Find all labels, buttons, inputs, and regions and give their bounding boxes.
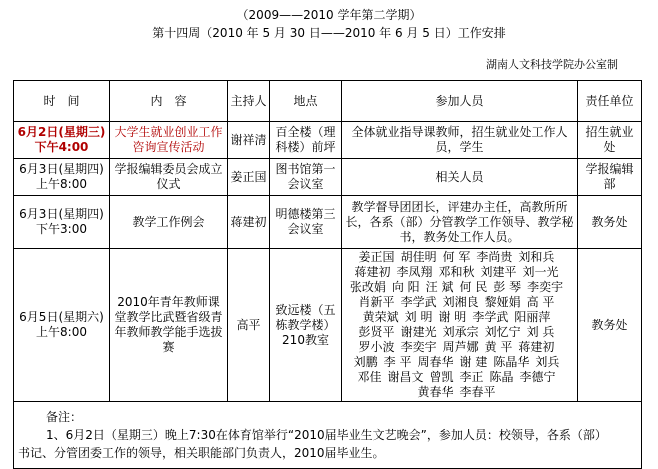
attendees-cell: 全体就业指导课教师，招生就业处工作人员，学生 [342, 122, 578, 159]
time-cell [14, 122, 110, 159]
attendee-name: 邓佳 [357, 370, 382, 384]
attendee-name: 谢建光 [400, 325, 437, 339]
attendee-name: 李尚贵 [476, 250, 513, 264]
column-header-responsible: 责任单位 [578, 81, 642, 122]
host-cell: 谢祥清 [228, 122, 270, 159]
attendee-name: 彭 琴 [493, 280, 522, 294]
attendee-name: 李德宁 [519, 370, 556, 384]
place-cell: 致远楼（五栋教学楼）210教室 [270, 249, 342, 402]
attendee-name: 李奕宇 [527, 280, 564, 294]
attendee-name: 曾凯 [429, 370, 454, 384]
note-label: 备注： [46, 410, 83, 424]
date-text: 6月3日(星期四) [19, 162, 104, 176]
attendees-cell [342, 249, 578, 402]
attendee-name: 刘建平 [480, 265, 517, 279]
attendee-name: 刘忆宁 [484, 325, 521, 339]
attendee-name: 蒋建初 [354, 265, 391, 279]
table-row [14, 249, 642, 402]
time-text: 下午4:00 [34, 140, 89, 154]
time-text: 上午8:00 [36, 325, 87, 339]
host-cell: 蒋建初 [228, 196, 270, 249]
attendee-name: 李春平 [459, 385, 496, 399]
place-cell: 明德楼第三会议室 [270, 196, 342, 249]
note-line-1 [18, 408, 637, 444]
attendee-name: 肖新平 [358, 295, 395, 309]
attendee-name: 邓和秋 [438, 265, 475, 279]
attendee-name: 姜正国 [358, 250, 395, 264]
host-cell: 高平 [228, 249, 270, 402]
responsible-cell: 学报编辑部 [578, 159, 642, 196]
time-cell [14, 196, 110, 249]
attendee-name: 李 平 [383, 355, 412, 369]
attendee-name: 胡佳明 [400, 250, 437, 264]
attendee-name: 罗小波 [358, 340, 395, 354]
note-row [14, 402, 642, 469]
column-header-host: 主持人 [228, 81, 270, 122]
attendee-name: 刘 明 [404, 310, 433, 324]
attendee-name: 陈晶 [489, 370, 514, 384]
place-cell: 百全楼（理科楼）前坪 [270, 122, 342, 159]
attendee-name: 谢昌文 [387, 370, 424, 384]
place-cell: 图书馆第一会议室 [270, 159, 342, 196]
schedule-term-title: （2009——2010 学年第二学期） [236, 8, 422, 22]
date-text: 6月3日(星期四) [19, 207, 104, 221]
attendee-name: 谢 建 [459, 355, 488, 369]
attendee-name: 汪 斌 [425, 280, 454, 294]
responsible-cell: 教务处 [578, 196, 642, 249]
attendee-name: 李学武 [472, 310, 509, 324]
column-header-content: 内 容 [110, 81, 228, 122]
attendee-name: 黄春华 [417, 385, 454, 399]
attendee-name: 彭贤平 [358, 325, 395, 339]
attendee-name: 刘湘良 [442, 295, 479, 309]
weekly-schedule-table [13, 80, 642, 469]
time-cell [14, 159, 110, 196]
attendee-name: 李奕宇 [400, 340, 437, 354]
column-header-time: 时 间 [14, 81, 110, 122]
time-text: 上午8:00 [36, 177, 87, 191]
time-cell [14, 249, 110, 402]
content-cell: 2010年青年教师课堂教学比武暨省级青年教师教学能手选拔赛 [110, 249, 228, 402]
attendees-cell: 教学督导团团长，评建办主任，高教所所长，各系（部）分管教学工作领导、教学秘书，教务处工作人员。 [342, 196, 578, 249]
attendee-name: 谢 明 [438, 310, 467, 324]
attendee-name: 刘承宗 [442, 325, 479, 339]
attendee-name: 阳丽萍 [514, 310, 551, 324]
table-header-row [14, 81, 642, 122]
table-row [14, 196, 642, 249]
attendee-name: 刘 兵 [526, 325, 555, 339]
attendee-name: 李学武 [400, 295, 437, 309]
date-text: 6月5日(星期六) [19, 310, 104, 324]
schedule-week-title: 第十四周（2010 年 5 月 30 日——2010 年 6 月 5 日）工作安排 [152, 26, 506, 40]
attendee-name: 陈晶华 [493, 355, 530, 369]
content-cell: 教学工作例会 [110, 196, 228, 249]
attendee-name: 何 军 [442, 250, 471, 264]
content-cell: 大学生就业创业工作咨询宣传活动 [110, 122, 228, 159]
attendee-name: 蒋建初 [518, 340, 555, 354]
attendee-name: 黎娅娟 [484, 295, 521, 309]
attendee-name: 刘和兵 [518, 250, 555, 264]
attendees-cell: 相关人员 [342, 159, 578, 196]
responsible-cell: 教务处 [578, 249, 642, 402]
responsible-cell: 招生就业处 [578, 122, 642, 159]
content-cell: 学报编辑委员会成立仪式 [110, 159, 228, 196]
attendee-name: 李正 [459, 370, 484, 384]
note-text-1: 1、6月2日（星期三）晚上7:30在体育馆举行“2010届毕业生文艺晚会”，参加人员：校领导，各系（部） [46, 428, 607, 442]
host-cell: 姜正国 [228, 159, 270, 196]
attendee-name: 刘鹏 [353, 355, 378, 369]
attendee-name: 周芦娜 [442, 340, 479, 354]
note-cell [14, 402, 642, 469]
attendee-name: 黄 平 [484, 340, 513, 354]
table-row [14, 122, 642, 159]
column-header-place: 地点 [270, 81, 342, 122]
attendee-name: 向 阳 [391, 280, 420, 294]
attendee-name: 刘兵 [535, 355, 560, 369]
attendee-name: 高 平 [526, 295, 555, 309]
time-text: 下午3:00 [36, 222, 87, 236]
attendee-name: 张改娟 [349, 280, 386, 294]
attendee-name: 周春华 [417, 355, 454, 369]
note-text-2: 书记、分管团委工作的领导，相关职能部门负责人，2010届毕业生。 [18, 446, 385, 460]
attendee-name: 黄荣斌 [362, 310, 399, 324]
date-text: 6月2日(星期三) [17, 125, 106, 139]
attendee-name: 刘一光 [522, 265, 559, 279]
column-header-attendees: 参加人员 [342, 81, 578, 122]
attendee-name: 李凤翔 [396, 265, 433, 279]
issuing-office: 湖南人文科技学院办公室制 [486, 58, 618, 71]
table-row [14, 159, 642, 196]
attendee-name: 何 民 [459, 280, 488, 294]
